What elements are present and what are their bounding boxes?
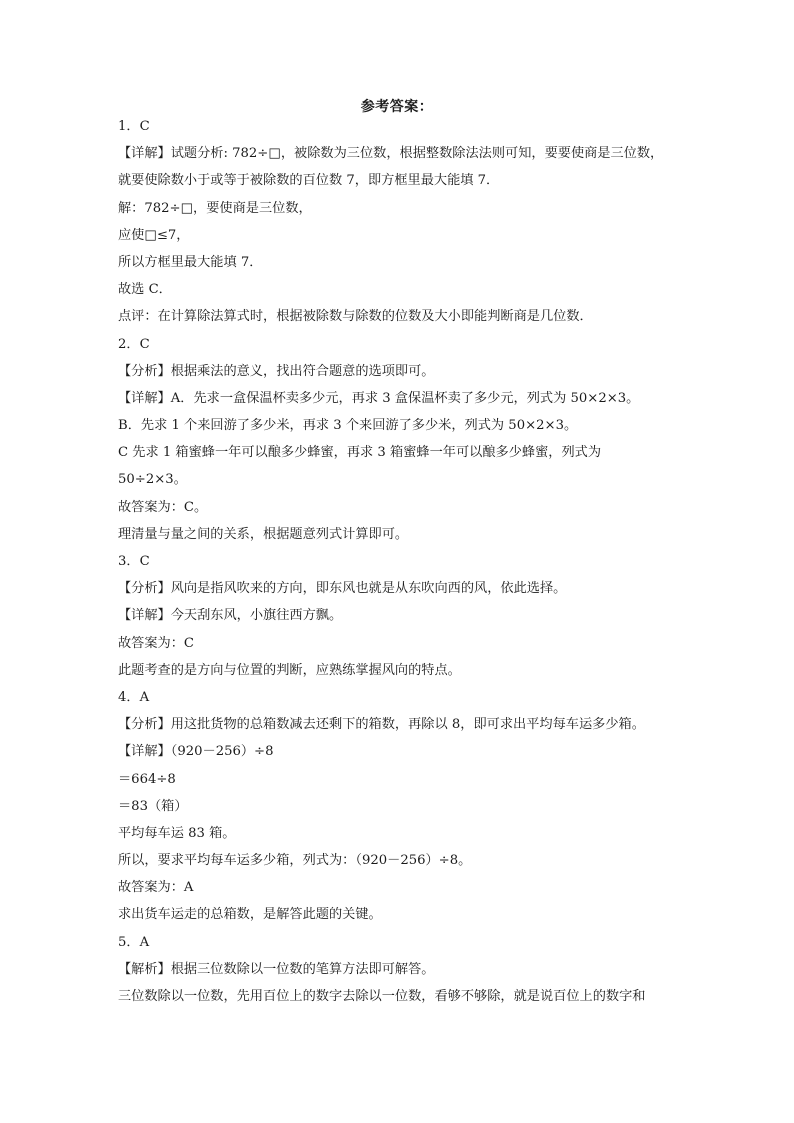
text-line: 50÷2×3。 — [118, 472, 187, 488]
text-line: 故答案为：C — [118, 635, 195, 651]
text-line: 应使□≤7， — [118, 227, 190, 243]
text-line: 故选 C． — [118, 282, 172, 298]
text-line: 求出货车运走的总箱数，是解答此题的关键。 — [118, 907, 382, 923]
text-line: 【详解】A．先求一盒保温杯卖多少元，再求 3 盒保温杯卖了多少元，列式为 50×2×3。 — [118, 390, 640, 406]
text-line: 【分析】根据乘法的意义，找出符合题意的选项即可。 — [118, 363, 435, 379]
text-line: 故答案为：C。 — [118, 499, 208, 515]
text-line: 解：782÷□，要使商是三位数， — [118, 200, 312, 216]
text-line: 【详解】试题分析: 782÷□，被除数为三位数，根据整数除法法则可知，要要使商是三位数， — [118, 146, 664, 162]
answer-content — [118, 113, 698, 1010]
text-line: 【分析】用这批货物的总箱数减去还剩下的箱数，再除以 8，即可求出平均每车运多少箱。 — [118, 717, 645, 733]
text-line: 【分析】风向是指风吹来的方向，即东风也就是从东吹向西的风，依此选择。 — [118, 581, 567, 597]
text-line: 理清量与量之间的关系，根据题意列式计算即可。 — [118, 526, 409, 542]
text-line: 4．A — [118, 689, 150, 705]
text-line: C 先求 1 箱蜜蜂一年可以酿多少蜂蜜，再求 3 箱蜜蜂一年可以酿多少蜂蜜，列式为 — [118, 445, 602, 461]
text-line: 三位数除以一位数，先用百位上的数字去除以一位数，看够不够除，就是说百位上的数字和 — [118, 989, 646, 1004]
text-line: ＝664÷8 — [118, 771, 176, 787]
text-line: 所以，要求平均每车运多少箱，列式为：（920－256）÷8。 — [118, 853, 472, 869]
text-line: 1．C — [118, 119, 150, 134]
text-line: 就要使除数小于或等于被除数的百位数 7，即方框里最大能填 7． — [118, 173, 500, 189]
text-line: 【详解】（920－256）÷8 — [118, 744, 274, 760]
text-line: 2．C — [118, 336, 150, 352]
text-line: 此题考查的是方向与位置的判断，应熟练掌握风向的特点。 — [118, 662, 461, 678]
text-line: 平均每车运 83 箱。 — [118, 825, 236, 841]
text-line: B．先求 1 个来回游了多少米，再求 3 个来回游了多少米，列式为 50×2×3。 — [118, 418, 578, 434]
text-line: ＝83（箱） — [118, 798, 188, 814]
text-line: 点评：在计算除法算式时，根据被除数与除数的位数及大小即能判断商是几位数． — [118, 309, 593, 325]
text-line: 【详解】今天刮东风，小旗往西方飘。 — [118, 608, 343, 624]
text-line: 所以方框里最大能填 7． — [118, 254, 263, 270]
page-title: 参考答案： — [360, 99, 434, 115]
text-line: 故答案为：A — [118, 880, 194, 896]
text-line: 3．C — [118, 554, 150, 569]
text-line: 5．A — [118, 934, 150, 950]
text-line: 【解析】根据三位数除以一位数的笔算方法即可解答。 — [118, 961, 435, 977]
